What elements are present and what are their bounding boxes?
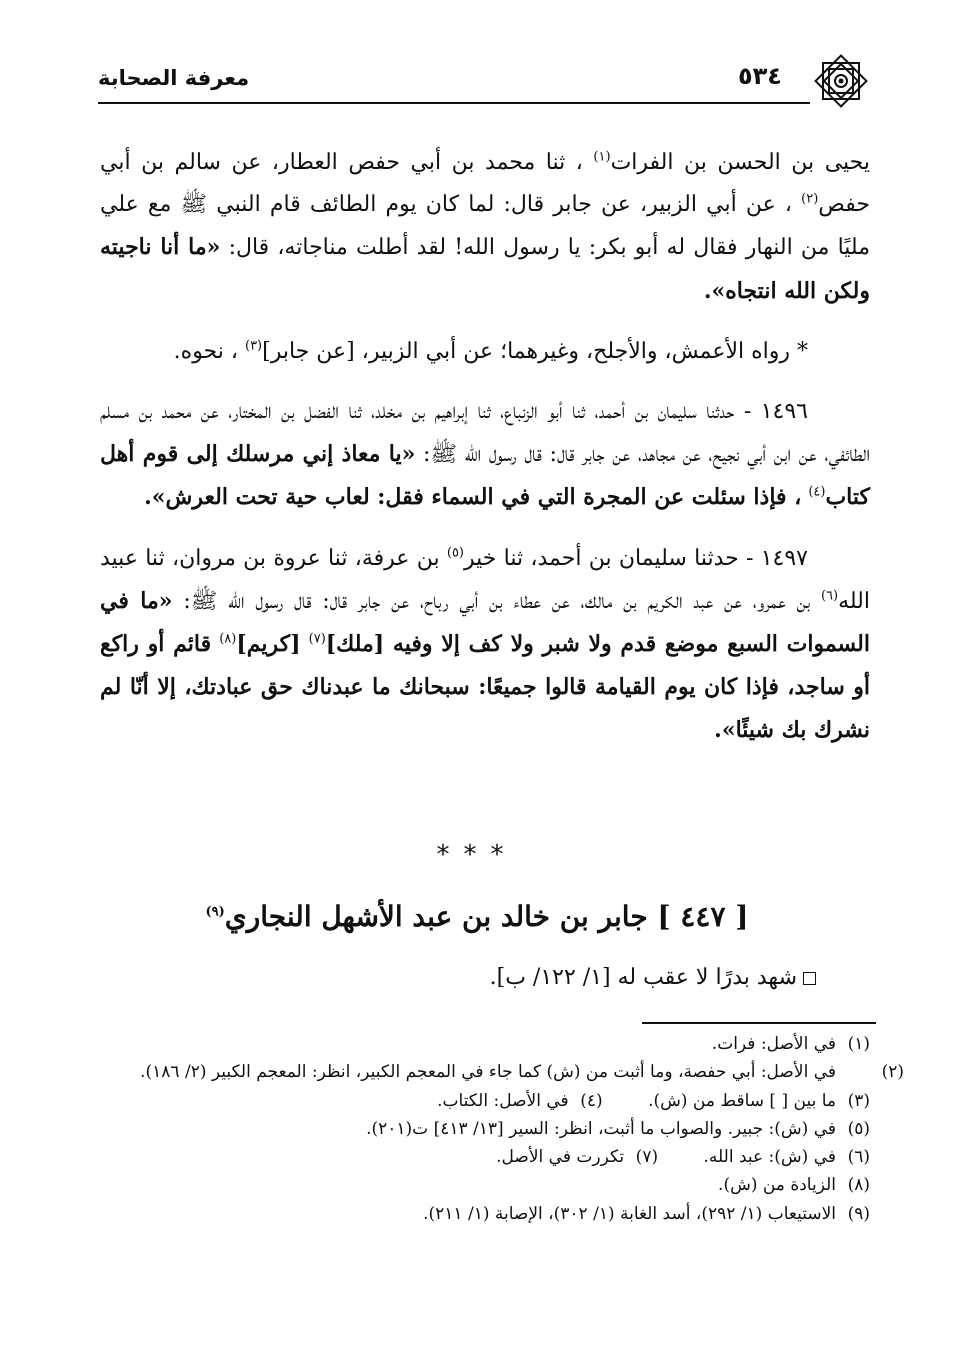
section-heading-text: [ ٤٤٧ ] جابر بن خالد بن عبد الأشهل النجاري — [224, 900, 749, 933]
footnote-ref: (٥) — [446, 545, 464, 561]
footnote-text: الزيادة من (ش). — [718, 1175, 836, 1196]
footnote-ref: (٧) — [308, 631, 326, 647]
paragraph-hadith-1497 — [100, 538, 870, 753]
footnote-number: (٤) — [580, 1090, 603, 1111]
section-heading — [0, 900, 954, 933]
paragraph-hadith-1496 — [100, 391, 870, 520]
header-rule — [98, 102, 810, 104]
paragraph-narration-note — [100, 331, 870, 373]
square-bullet-icon — [803, 972, 816, 985]
text-run: يحيى بن الحسن بن الفرات — [610, 150, 870, 175]
paragraph-hadith-intro — [100, 142, 870, 313]
text-run: ١٤٩٧ - حدثنا سليمان بن أحمد، ثنا خير — [464, 545, 808, 571]
running-title: معرفة الصحابة — [98, 66, 250, 90]
hadith-quote: قائم أو راكع أو ساجد، فإذا كان يوم القيامة قالوا جميعًا: سبحانك ما عبدناك حق عبادتك، إلا أنّا لم نشرك بك شيئًا». — [100, 631, 870, 744]
footnote-number: (٢) — [881, 1062, 904, 1083]
footnote-item — [110, 1171, 870, 1199]
footnote-ref: (٤) — [808, 485, 826, 501]
text-run: ، — [784, 192, 792, 218]
text-run: ، نحوه. — [173, 338, 238, 364]
footnote-number: (١) — [847, 1034, 870, 1054]
footnote-text: في الأصل: فرات. — [711, 1034, 836, 1054]
text-run: * رواه الأعمش، والأجلح، وغيرهما؛ عن أبي الزبير، [عن جابر] — [262, 338, 808, 364]
footnote-item — [110, 1200, 870, 1228]
footnote-number: (٧) — [635, 1147, 659, 1168]
footnote-text: في (ش): عبد الله. — [703, 1147, 836, 1168]
text-run: ١٤٩٦ - حدثنا سليمان بن أحمد، ثنا أبو الزنباع، ثنا إبراهيم بن مخلد، ثنا الفضل بن المختار، عن محمد بن مسلم الطائفي، عن ابن أبي نجيح، عن مجاهد، عن جابر قال: قال رسول الله ﷺ: — [100, 399, 870, 468]
footnote-ref: (٦) — [820, 588, 839, 604]
footnotes — [110, 1030, 904, 1228]
footnote-ref: (١) — [593, 149, 611, 165]
hadith-quote: «ما أنا ناجيته ولكن الله انتجاه». — [100, 234, 870, 304]
text-run: بن عرفة، ثنا عروة بن مروان، ثنا عبيد الله — [100, 545, 870, 614]
hadith-quote: «ما في السموات السبع موضع قدم ولا شبر ولا كف إلا وفيه [ملك] — [100, 587, 870, 658]
footnote-item — [110, 1115, 870, 1143]
footnote-rule — [642, 1022, 876, 1024]
footnote-number: (٣) — [847, 1090, 870, 1111]
footnote-number: (٨) — [847, 1175, 870, 1196]
footnote-text: ما بين [ ] ساقط من (ش). — [648, 1090, 836, 1111]
hadith-quote: [كريم] — [236, 631, 301, 658]
footnote-number: (٩) — [847, 1203, 870, 1224]
footnote-number: (٦) — [847, 1147, 870, 1168]
hadith-quote: «يا معاذ إني مرسلك إلى قوم أهل كتاب — [100, 441, 870, 511]
text-run: ، ثنا محمد بن أبي حفص العطار، عن سالم بن أبي حفص — [100, 150, 870, 218]
section-note — [100, 965, 816, 990]
footnote-text: في الأصل: الكتاب. — [437, 1090, 569, 1111]
text-run: عن أبي الزبير، عن جابر قال: لما كان يوم الطائف قام النبي ﷺ مع علي مليًا من النهار فقال له أبو بكر: يا رسول الله! لقد أطلت مناجاته، قال: — [100, 192, 870, 261]
text-run: بن عمرو، عن عبد الكريم بن مالك، عن عطاء بن أبي رباح، عن جابر قال: قال رسول الله ﷺ: — [183, 588, 811, 614]
footnote-text: في (ش): جبير. والصواب ما أثبت، انظر: السير [١٣/ ٤١٣] ت(٢٠١). — [366, 1118, 836, 1139]
footnote-item — [110, 1030, 870, 1058]
footnote-ref: (٢) — [801, 191, 819, 207]
footnote-number: (٥) — [847, 1118, 870, 1139]
footnote-item — [110, 1058, 904, 1086]
page-number: ٥٣٤ — [738, 62, 782, 90]
section-separator: *** — [436, 840, 518, 870]
footnote-ref: (٣) — [244, 338, 263, 354]
footnote-text: تكررت في الأصل. — [496, 1147, 625, 1168]
octagram-ornament-icon — [810, 50, 872, 112]
footnote-item — [110, 1087, 870, 1115]
page-header — [98, 50, 873, 114]
footnote-item — [110, 1143, 870, 1171]
hadith-quote: ، فإذا سئلت عن المجرة التي في السماء فقل: لعاب حية تحت العرش». — [144, 484, 802, 511]
footnote-ref: (٨) — [219, 631, 237, 647]
footnote-text: الاستيعاب (١/ ٢٩٢)، أسد الغابة (١/ ٣٠٢)، الإصابة (١/ ٢١١). — [423, 1203, 836, 1224]
footnote-ref: (٩) — [205, 904, 225, 920]
footnote-text: في الأصل: أبي حفصة، وما أثبت من (ش) كما جاء في المعجم الكبير، انظر: المعجم الكبير (٢/ ١٨٦). — [140, 1062, 836, 1083]
main-text — [100, 142, 870, 753]
section-note-text: شهد بدرًا لا عقب له [١/ ١٢٢/ ب]. — [489, 965, 797, 990]
